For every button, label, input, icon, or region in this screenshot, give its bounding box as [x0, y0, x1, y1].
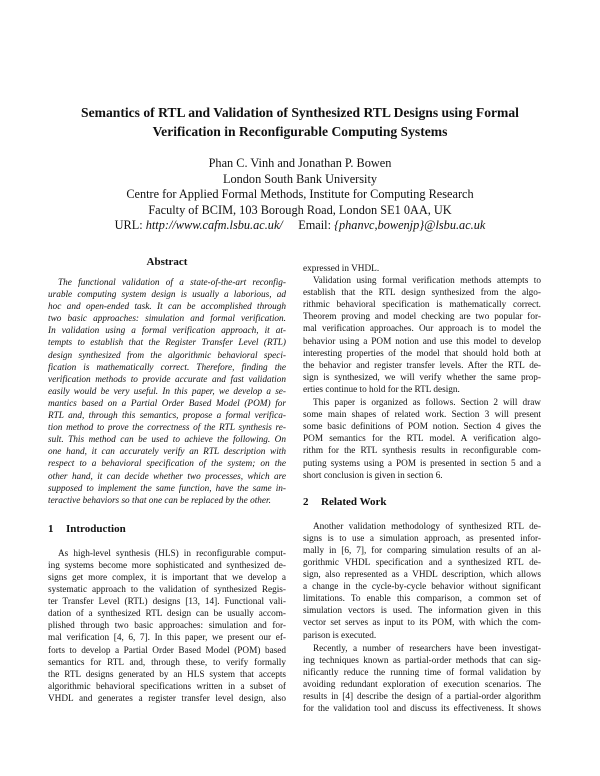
- abstract-body: [48, 277, 286, 507]
- text-line: vector set serves as input to its POM, with which the com-: [303, 618, 541, 629]
- text-line: dation of a synthesized RTL design can be usually accom-: [48, 609, 286, 620]
- text-line: the RTL designs generated by an HLS system that accepts: [48, 669, 286, 680]
- text-line: some basic definitions of POM notion. Section 4 gives the: [303, 422, 541, 433]
- text-line: VHDL and generates a register transfer level design, also: [48, 693, 286, 704]
- text-line: This paper is organized as follows. Section 2 will draw: [313, 398, 541, 409]
- text-line: puting systems using a POM is presented in section 5 and a: [303, 458, 541, 469]
- text-line: ter Transfer Level (RTL) designs [13, 14]. Functional vali-: [48, 597, 286, 608]
- email-link[interactable]: {phanvc,bowenjp}@lsbu.ac.uk: [334, 218, 486, 233]
- text-line: erties continue to hold for the RTL design.: [303, 384, 460, 395]
- author-university: London South Bank University: [222, 171, 378, 186]
- text-line: ing systems become more sophisticated and synthesized de-: [48, 560, 286, 571]
- text-line: As high-level synthesis (HLS) in reconfigurable comput-: [58, 548, 286, 559]
- author-faculty: Faculty of BCIM, 103 Borough Road, London SE1 0AA, UK: [148, 202, 452, 217]
- left-column: [48, 255, 286, 705]
- text-line: supposed to implement the same function, have the same in-: [48, 483, 286, 494]
- text-line: signs is to use a simulation approach, as presented infor-: [303, 533, 541, 544]
- text-line: short conclusion is given in section 6.: [303, 470, 443, 481]
- text-line: simulation vectors is used. The information given in this: [303, 606, 541, 617]
- author-contact: [70, 218, 530, 234]
- text-line: design synthesized from the algorithmic behavioral speci-: [48, 350, 286, 361]
- paper-title: [50, 103, 550, 141]
- text-line: tempts to establish that the Register Transfer Level (RTL): [48, 338, 286, 349]
- text-line: mal verification approaches. Our approach is to model the: [303, 324, 541, 335]
- text-line: mally in [6, 7], for comparing simulation results of an al-: [303, 545, 541, 556]
- author-block: [70, 156, 530, 234]
- text-line: plished through two basic approaches: simulation and for-: [48, 621, 286, 632]
- email-label: Email:: [298, 218, 331, 233]
- text-line: algorithmic behavioral specifications written in a subset of: [48, 681, 286, 692]
- text-line: semantics for RTL and, through these, to verify formally: [48, 657, 286, 668]
- text-line: hoc and open-ended task. It can be accomplished through: [48, 302, 286, 313]
- text-line: one hand, it can accurately verify an RTL description with: [48, 447, 286, 458]
- right-column: [303, 263, 541, 715]
- text-line: results in [4] describe the design of a partial-order algorithm: [303, 692, 541, 702]
- text-line: easily would be very useful. In this paper, we develop a se-: [48, 386, 286, 397]
- text-line: gorithmic VHDL specification and a synthesized RTL de-: [303, 557, 541, 568]
- text-line: teractive behaviors so that one can be replaced by the other.: [48, 495, 271, 506]
- text-line: sult. This method can be used to achieve the following. On: [48, 435, 286, 446]
- text-line: mal verification [4, 6, 7]. In this paper, we present our ef-: [48, 633, 286, 644]
- title-line-1: Semantics of RTL and Validation of Synthesized RTL Designs using Formal: [81, 105, 519, 120]
- text-line: Validation using formal verification methods attempts to: [313, 276, 541, 287]
- text-line: sign, also represented as a VHDL description, which allows: [303, 570, 541, 581]
- abstract-heading: Abstract: [146, 256, 188, 268]
- url-label: URL:: [114, 218, 143, 233]
- text-line: Theorem proving and model checking are two popular for-: [303, 312, 541, 323]
- text-line: verification methods to provide accurate and fast validation: [48, 374, 286, 385]
- introduction-body: [48, 548, 286, 705]
- validation-paragraph: [303, 275, 541, 396]
- text-line: sign is synthesized, we will verify whether the same prop-: [303, 372, 541, 383]
- text-line: mantics based on a Partial Order Based Model (POM) for: [48, 398, 286, 409]
- section-title: Introduction: [66, 522, 126, 535]
- text-line: other hand, it can decide whether two processes, which are: [48, 471, 286, 482]
- author-names: Phan C. Vinh and Jonathan P. Bowen: [208, 156, 392, 170]
- text-line: RTL and, through this semantics, propose a formal verifica-: [48, 411, 286, 422]
- text-line: Recently, a number of researchers have been investigat-: [313, 643, 541, 654]
- text-line: rithm for the RTL synthesis results in reconfigurable com-: [303, 446, 541, 457]
- text-line: ing techniques known as partial-order methods that can sig-: [303, 655, 541, 666]
- text-line: signs get more complex, it is important that we develop a: [48, 572, 286, 583]
- text-line: rithmic behavioral specification is mathematically correct.: [303, 300, 541, 311]
- text-line: POM semantics for the RTL model. A verification algo-: [303, 434, 541, 445]
- text-line: urable computing system design is usually a laborious, ad: [48, 290, 286, 301]
- title-line-2: Verification in Reconfigurable Computing Systems: [152, 124, 448, 139]
- text-line: the behavior and register transfer levels. After the RTL de-: [303, 360, 541, 371]
- section-number: 2: [303, 495, 309, 508]
- text-line: respect to a behavioral specification of the system; on the: [48, 459, 286, 470]
- section-number: 1: [48, 522, 54, 535]
- text-line: limitations. To enable this comparison, a common set of: [303, 594, 541, 605]
- related-work-paragraph-1: [303, 521, 541, 642]
- text-line: In validation using a formal verification approach, it at-: [48, 326, 286, 337]
- text-line: two basic approaches: simulation and formal verification.: [48, 314, 286, 325]
- text-line: The functional validation of a state-of-the-art reconfig-: [58, 278, 286, 288]
- text-line: fication is mathematically correct. Therefore, finding the: [48, 362, 286, 373]
- continuation-line: expressed in VHDL.: [303, 264, 380, 274]
- text-line: behavior using a POM notion and use this model to develop: [303, 336, 541, 347]
- text-line: tion method to prove the correctness of the RTL synthesis re-: [48, 423, 286, 434]
- related-work-heading: [303, 495, 541, 509]
- text-line: avoiding redundant exploration of execution scenarios. The: [303, 679, 541, 690]
- text-line: interesting properties of the model that should hold both at: [303, 348, 541, 359]
- text-line: establish that the RTL design synthesized from the algo-: [303, 288, 541, 299]
- text-line: parison is executed.: [303, 630, 377, 641]
- text-line: systematic approach to the validation of synthesized Regis-: [48, 585, 286, 596]
- author-centre: Centre for Applied Formal Methods, Institute for Computing Research: [126, 187, 474, 202]
- text-line: forts to develop a Partial Order Based Model (POM) based: [48, 645, 286, 656]
- organization-paragraph: [303, 397, 541, 482]
- text-line: some main shapes of related work. Section 3 will present: [303, 410, 541, 421]
- text-line: Another validation methodology of synthesized RTL de-: [313, 521, 541, 532]
- text-line: a change in the cycle-by-cycle behavior without significant: [303, 582, 541, 593]
- section-title: Related Work: [321, 495, 387, 508]
- text-line: for the validation tool and discuss its effectiveness. It shows: [303, 704, 541, 715]
- homepage-link[interactable]: http://www.cafm.lsbu.ac.uk/: [145, 218, 283, 233]
- text-line: nificantly reduce the running time of formal validation by: [303, 667, 541, 678]
- introduction-heading: [48, 522, 286, 536]
- related-work-paragraph-2: [303, 643, 541, 716]
